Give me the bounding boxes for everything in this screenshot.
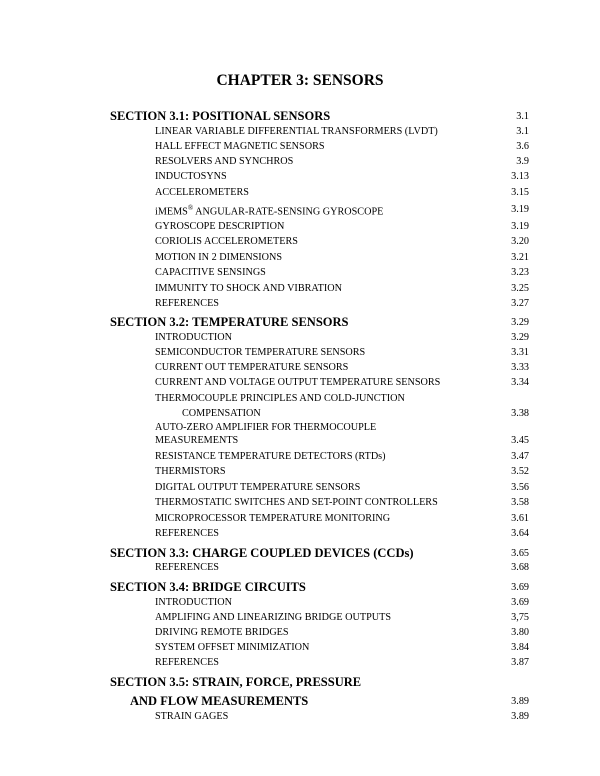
toc-entry-title: CURRENT OUT TEMPERATURE SENSORS (155, 362, 349, 373)
toc-entry-title: STRAIN GAGES (155, 711, 229, 722)
toc-page-number: 3.1 (516, 111, 529, 122)
toc-page-number: 3.27 (511, 298, 529, 309)
toc-page-number: 3.69 (511, 582, 529, 593)
toc-entry-title: REFERENCES (155, 657, 219, 668)
toc-page-number: 3.58 (511, 497, 529, 508)
toc-page-number: 3.29 (511, 317, 529, 328)
toc-entry-title: LINEAR VARIABLE DIFFERENTIAL TRANSFORMERS (LVDT) (155, 126, 438, 137)
toc-entry-title: DIGITAL OUTPUT TEMPERATURE SENSORS (155, 482, 361, 493)
toc-entry-title: MOTION IN 2 DIMENSIONS (155, 252, 283, 263)
toc-entry-title: COMPENSATION (182, 408, 261, 419)
toc-entry-title: CURRENT AND VOLTAGE OUTPUT TEMPERATURE SENSORS (155, 377, 441, 388)
toc-entry-title: DRIVING REMOTE BRIDGES (155, 627, 289, 638)
toc-page-number: 3.15 (511, 187, 529, 198)
toc-page-number: 3.84 (511, 642, 529, 653)
toc-entry-title: INTRODUCTION (155, 597, 232, 608)
toc-entry-title: REFERENCES (155, 562, 219, 573)
toc-page-number: 3.89 (511, 696, 529, 707)
toc-page-number: 3.1 (516, 126, 529, 137)
toc-entry-title: SECTION 3.1: POSITIONAL SENSORS (110, 109, 331, 123)
toc-page-number: 3.13 (511, 171, 529, 182)
toc-page-number: 3.87 (511, 657, 529, 668)
toc-page-number: 3.65 (511, 548, 529, 559)
toc-page-number: 3.38 (511, 408, 529, 419)
toc-entry-title: INTRODUCTION (155, 332, 232, 343)
toc-page-number: 3.56 (511, 482, 529, 493)
toc-entry-title: SECTION 3.3: CHARGE COUPLED DEVICES (CCDs) (110, 546, 414, 560)
toc-page-number: 3.19 (511, 221, 529, 232)
toc-page-number: 3,75 (511, 612, 529, 623)
toc-entry-title: CORIOLIS ACCELEROMETERS (155, 236, 298, 247)
toc-page-number: 3.9 (516, 156, 529, 167)
toc-page-number: 3.52 (511, 466, 529, 477)
toc-page-number: 3.23 (511, 267, 529, 278)
toc-page-number: 3.19 (511, 204, 529, 215)
toc-entry-title: IMMUNITY TO SHOCK AND VIBRATION (155, 283, 342, 294)
toc-entry-title: REFERENCES (155, 298, 219, 309)
toc-entry-title: iMEMS® ANGULAR-RATE-SENSING GYROSCOPE (155, 204, 384, 218)
toc-page-number: 3.25 (511, 283, 529, 294)
toc-entry-title: RESOLVERS AND SYNCHROS (155, 156, 294, 167)
toc-entry-title: HALL EFFECT MAGNETIC SENSORS (155, 141, 325, 152)
toc-entry-title: MEASUREMENTS (155, 435, 239, 446)
toc-page-number: 3.64 (511, 528, 529, 539)
toc-entry-title: CAPACITIVE SENSINGS (155, 267, 266, 278)
toc-entry-title: THERMOSTATIC SWITCHES AND SET-POINT CONTROLLERS (155, 497, 438, 508)
toc-entry-title: THERMISTORS (155, 466, 226, 477)
toc-page-number: 3.47 (511, 451, 529, 462)
toc-page-number: 3.34 (511, 377, 529, 388)
toc-page-number: 3.20 (511, 236, 529, 247)
toc-page-number: 3.68 (511, 562, 529, 573)
toc-page-number: 3.61 (511, 513, 529, 524)
toc-entry-title: AND FLOW MEASUREMENTS (130, 694, 309, 708)
toc-entry-title: AUTO-ZERO AMPLIFIER FOR THERMOCOUPLE (155, 422, 377, 433)
toc-page-number: 3.45 (511, 435, 529, 446)
toc-page-number: 3.6 (516, 141, 529, 152)
toc-entry-title: MICROPROCESSOR TEMPERATURE MONITORING (155, 513, 391, 524)
toc-entry-title: ACCELEROMETERS (155, 187, 249, 198)
toc-entry-title: SECTION 3.5: STRAIN, FORCE, PRESSURE (110, 675, 362, 689)
toc-entry-title: SECTION 3.4: BRIDGE CIRCUITS (110, 580, 306, 594)
toc-page-number: 3.33 (511, 362, 529, 373)
toc-page-number: 3.21 (511, 252, 529, 263)
toc-entry-title: THERMOCOUPLE PRINCIPLES AND COLD-JUNCTION (155, 393, 405, 404)
toc-entry-title: AMPLIFING AND LINEARIZING BRIDGE OUTPUTS (155, 612, 392, 623)
toc-page-number: 3.29 (511, 332, 529, 343)
toc-entry-title: REFERENCES (155, 528, 219, 539)
chapter-title: CHAPTER 3: SENSORS (216, 72, 384, 89)
toc-page-number: 3.80 (511, 627, 529, 638)
toc-entry-title: GYROSCOPE DESCRIPTION (155, 221, 285, 232)
toc-entry-title: RESISTANCE TEMPERATURE DETECTORS (RTDs) (155, 451, 386, 462)
toc-entry-title: INDUCTOSYNS (155, 171, 227, 182)
toc-page-number: 3.89 (511, 711, 529, 722)
toc-entry-title: SEMICONDUCTOR TEMPERATURE SENSORS (155, 347, 366, 358)
toc-page-number: 3.69 (511, 597, 529, 608)
toc-entry-title: SECTION 3.2: TEMPERATURE SENSORS (110, 315, 349, 329)
toc-entry-title: SYSTEM OFFSET MINIMIZATION (155, 642, 310, 653)
toc-page-number: 3.31 (511, 347, 529, 358)
